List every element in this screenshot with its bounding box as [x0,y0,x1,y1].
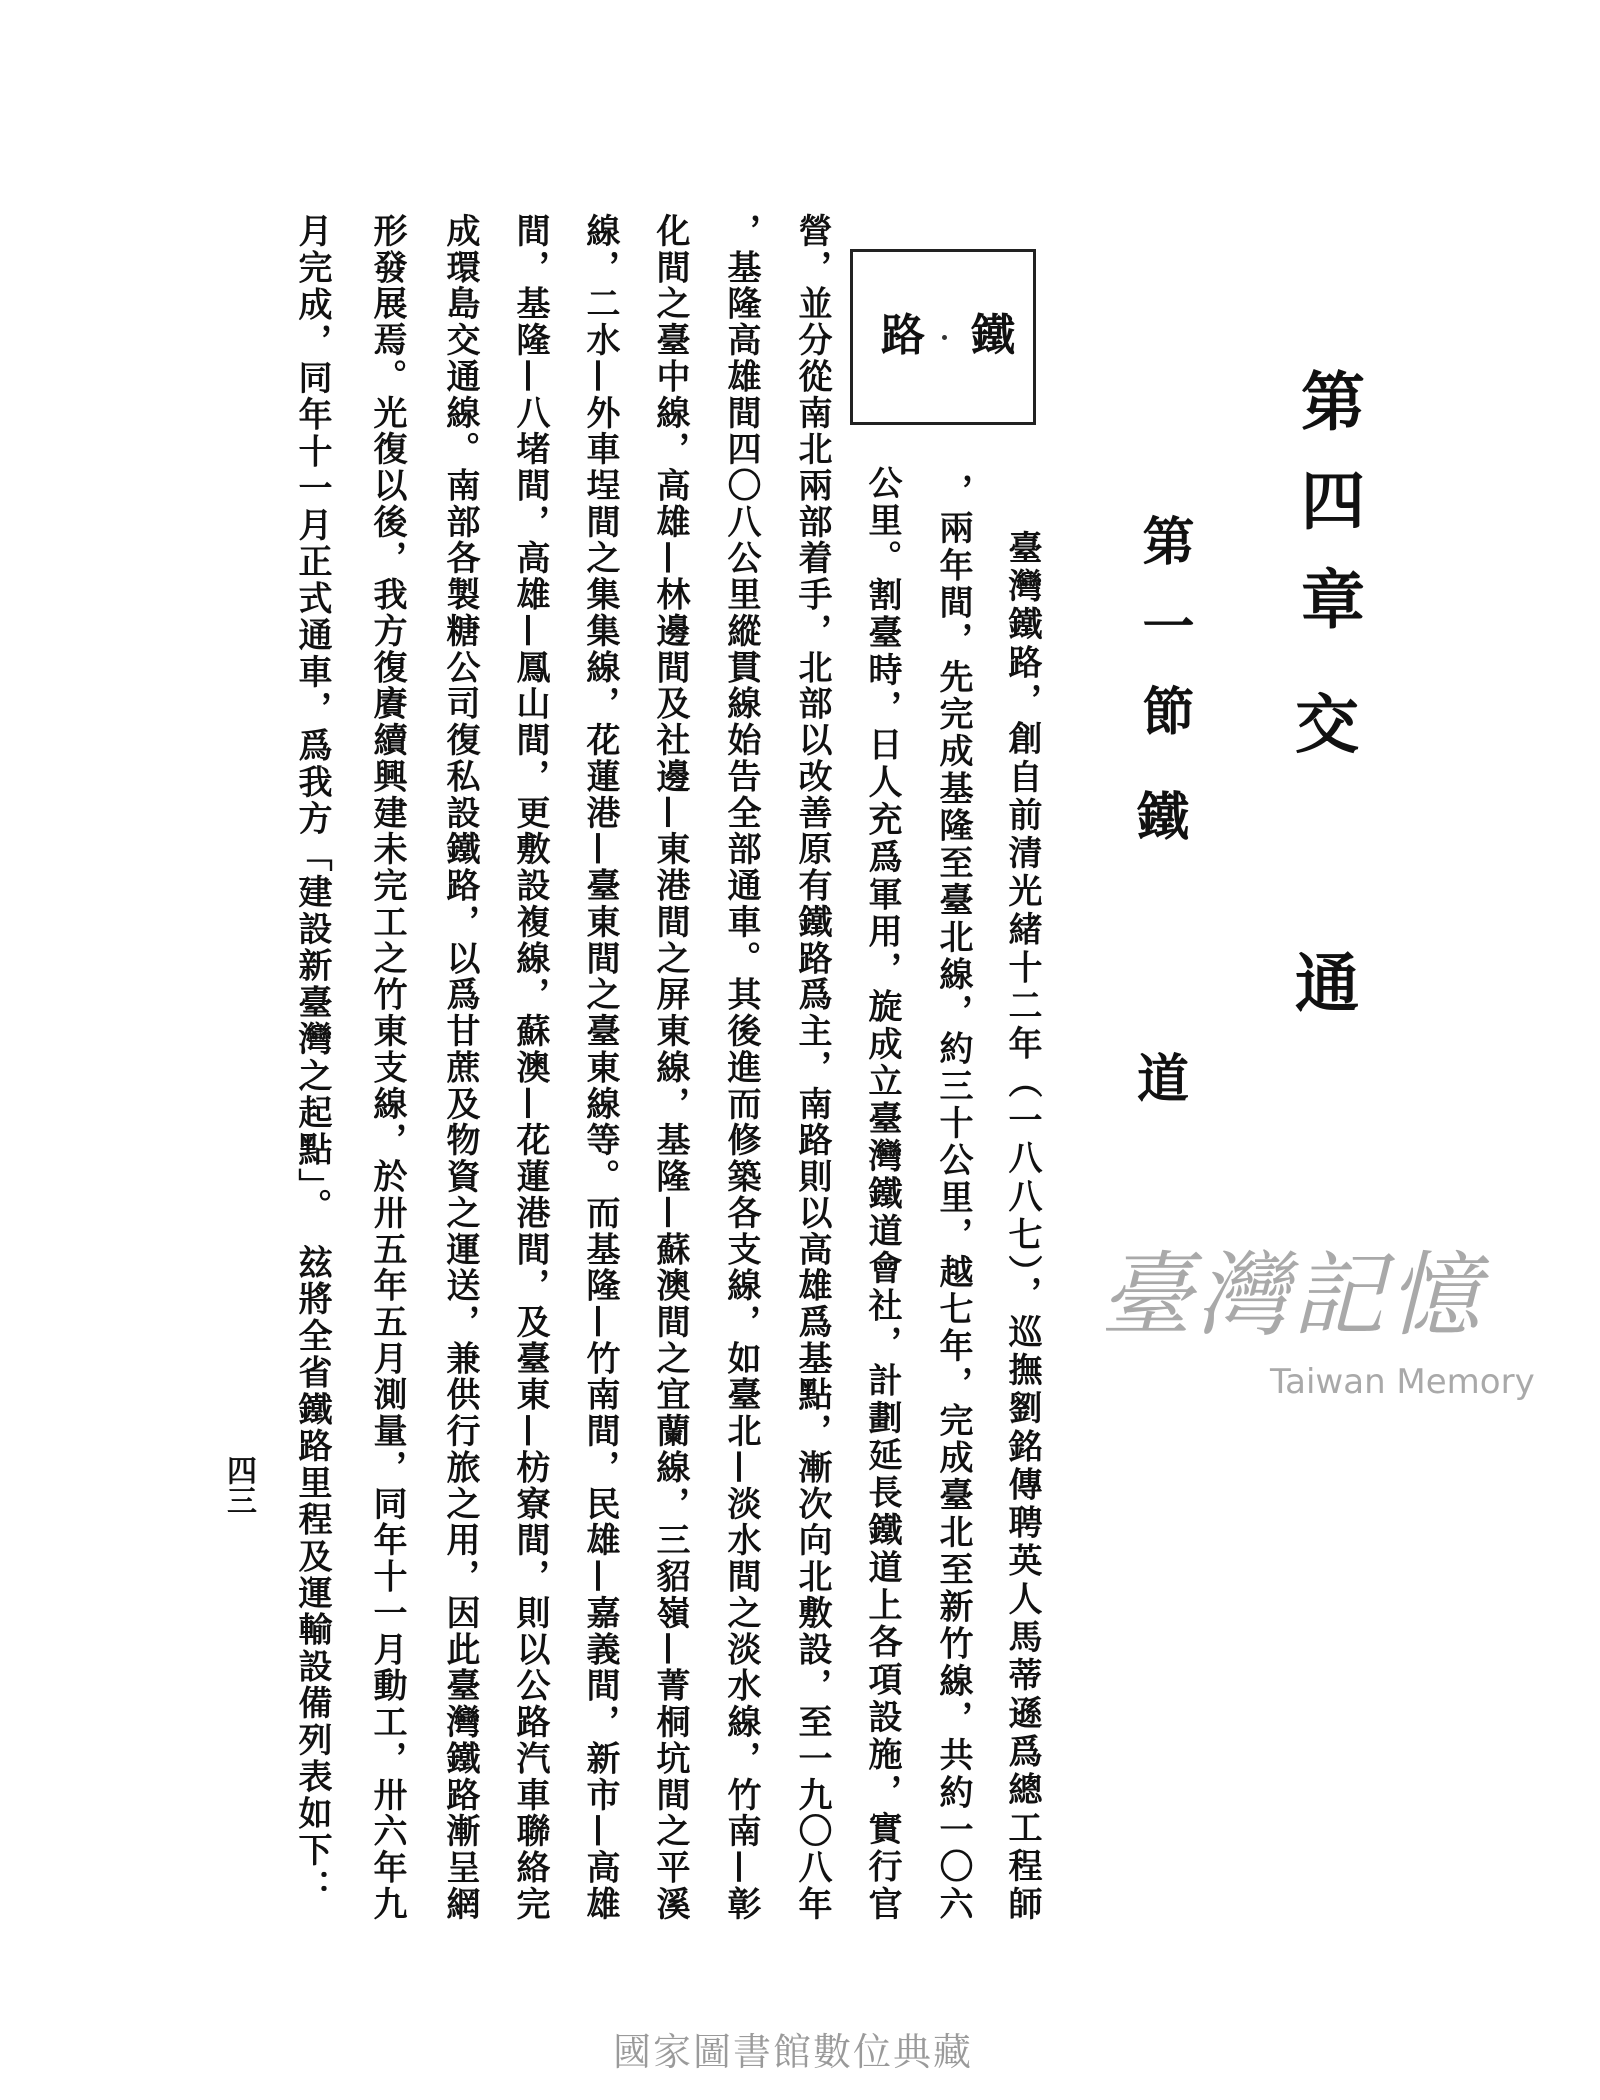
chapter-title-char-2: 通 [1295,947,1359,1022]
body-column: 公里。割臺時，日人充爲軍用，旋成立臺灣鐵道會社，計劃延長鐵道上各項設施，實行官 [862,465,902,1920]
body-column: 線，二水—外車埕間之集集線，花蓮港—臺東間之臺東線等。而基隆—竹南間，民雄—嘉義間，新市—高雄 [580,213,620,1921]
body-column: 成環島交通線。南部各製糖公司復私設鐵路，以爲甘蔗及物資之運送，兼供行旅之用，因此臺灣鐵路漸呈網 [440,213,480,1920]
page-number: 四三 [221,1455,256,1515]
chapter-number: 第四章 [1290,368,1365,630]
subheading-char-1: 鐵 [971,310,1015,361]
chapter-title-char-1: 交 [1295,688,1359,763]
body-column: 化間之臺中線，高雄—林邊間及社邊—東港間之屏東線，基隆—蘇澳間之宜蘭線，三貂嶺—菁桐坑間之平溪 [650,213,690,1920]
watermark-english-text: Taiwan Memory [1270,1362,1535,1402]
footer-archive-label: 國家圖書館數位典藏 [613,2030,974,2074]
subheading-char-2: 路 [881,310,925,361]
section-title-char-1: 鐵 [1136,787,1190,848]
body-column: 月完成，同年十一月正式通車，爲我方「建設新臺灣之起點」。 玆將全省鐵路里程及運輸設備列表如下： [292,213,332,1903]
subheading-dot [942,335,947,340]
body-column: ，兩年間，先完成基隆至臺北線，約三十公里，越七年，完成臺北至新竹線，共約一〇六 [933,473,973,1920]
body-column: 營，並分從南北兩部着手，北部以改善原有鐵路爲主，南路則以高雄爲基點，漸次向北敷設，至一九〇八年 [792,213,832,1920]
body-column: 間，基隆—八堵間，高雄—鳳山間，更敷設複線，蘇澳—花蓮港間，及臺東—枋寮間，則以公路汽車聯絡完 [510,213,550,1920]
watermark-logo-text: 臺灣記憶 [1100,1242,1485,1349]
body-column: 形發展焉。光復以後，我方復賡續興建未完工之竹東支線，於卅五年五月測量，同年十一月動工，卅六年九 [367,213,407,1920]
subheading-box [850,249,1036,425]
body-column: 臺灣鐵路，創自前清光緒十二年（一八八七），巡撫劉銘傳聘英人馬蒂遜爲總工程師 [1002,530,1042,1920]
section-title-char-2: 道 [1136,1049,1190,1110]
section-number: 第一節 [1133,514,1194,736]
body-column: ，基隆高雄間四〇八公里縱貫線始告全部通車。其後進而修築各支線，如臺北—淡水間之淡水線，竹南—彰 [721,213,761,1920]
